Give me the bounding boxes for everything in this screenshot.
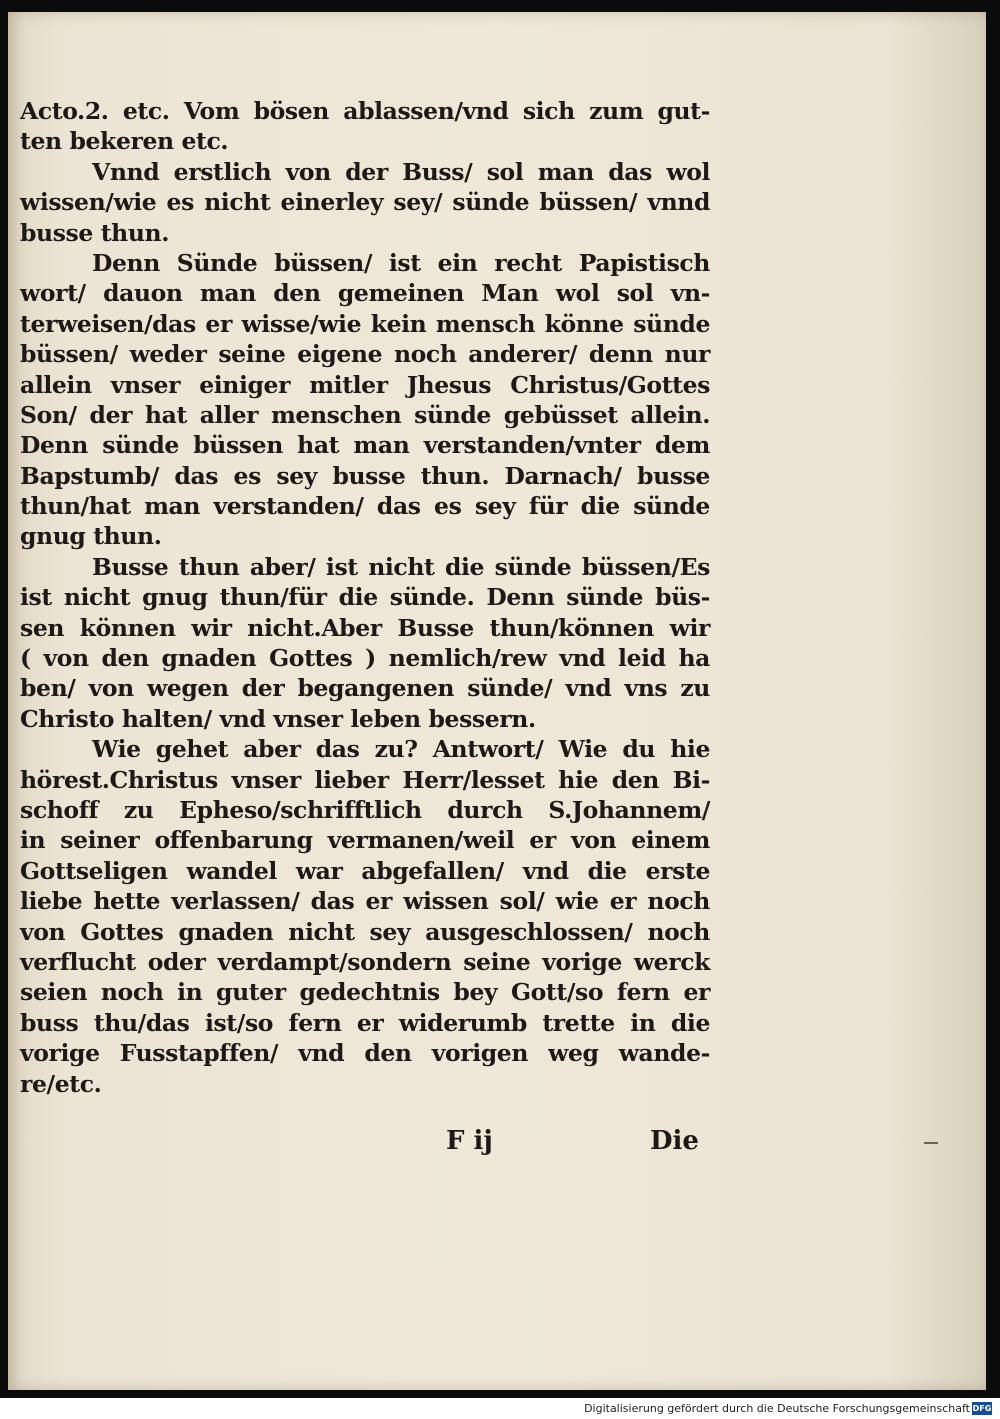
text-line: gnug thun. [20,522,162,551]
margin-mark [924,1142,938,1144]
text-line: wissen/wie es nicht einerley sey/ sünde büssen/ vnnd [20,188,710,217]
text-line: thun/hat man verstanden/ das es sey für die sünde [20,492,710,521]
text-line: Denn sünde büssen hat man verstanden/vnter dem [20,431,710,460]
text-line: vorige Fusstapffen/ vnd den vorigen weg wande- [20,1039,710,1068]
text-line: von Gottes gnaden nicht sey ausgeschlossen/ noch [20,917,710,946]
text-line: ten bekeren etc. [20,127,229,156]
text-line: ( von den gnaden Gottes ) nemlich/rew vnd leid ha [20,644,710,673]
text-line: buss thu/das ist/so fern er widerumb trette in die [20,1008,710,1037]
text-line: liebe hette verlassen/ das er wissen sol/ wie er noch [20,887,710,916]
funding-credit: Digitalisierung gefördert durch die Deutsche Forschungsgemeinschaft [584,1402,970,1415]
text-line: Son/ der hat aller menschen sünde gebüsset allein. [20,400,710,429]
text-line: Gottseligen wandel war abgefallen/ vnd die erste [20,856,710,885]
text-line: schoff zu Epheso/schrifftlich durch S.Johannem/ [20,795,710,824]
text-line: terweisen/das er wisse/wie kein mensch könne sünde [20,309,710,338]
page-text [20,96,710,1099]
text-line: Busse thun aber/ ist nicht die sünde büssen/Es [92,552,710,581]
dfg-logo: DFG [972,1404,992,1413]
signature-mark: F ij [446,1126,493,1156]
text-line: busse thun. [20,218,170,247]
text-line: re/etc. [20,1069,102,1098]
text-line: verflucht oder verdampt/sondern seine vorige werck [20,947,710,976]
book-page [8,12,986,1390]
text-line: ist nicht gnug thun/für die sünde. Denn sünde büs- [20,583,710,612]
text-line: Christo halten/ vnd vnser leben bessern. [20,704,536,733]
text-line: Acto.2. etc. Vom bösen ablassen/vnd sich zum gut- [20,97,710,125]
text-line: hörest.Christus vnser lieber Herr/lesset hie den Bi- [20,765,710,794]
text-line: sen können wir nicht.Aber Busse thun/können wir [20,613,710,642]
text-line: in seiner offenbarung vermanen/weil er von einem [20,826,710,855]
text-line: Vnnd erstlich von der Buss/ sol man das wol [92,157,710,186]
text-line: allein vnser einiger mitler Jhesus Christus/Gottes [20,370,710,399]
text-line: ben/ von wegen der begangenen sünde/ vnd vns zu [20,674,710,703]
text-line: wort/ dauon man den gemeinen Man wol sol vn- [20,279,710,308]
text-line: büssen/ weder seine eigene noch anderer/ denn nur [20,340,710,369]
text-line: Denn Sünde büssen/ ist ein recht Papistisch [92,248,710,277]
credit-bar [0,1398,1000,1419]
text-line: seien noch in guter gedechtnis bey Gott/so fern er [20,978,710,1007]
text-line: Bapstumb/ das es sey busse thun. Darnach/ busse [20,461,710,490]
catchword: Die [650,1126,699,1156]
page-footer [8,1126,986,1166]
text-line: Wie gehet aber das zu? Antwort/ Wie du hie [92,735,710,764]
